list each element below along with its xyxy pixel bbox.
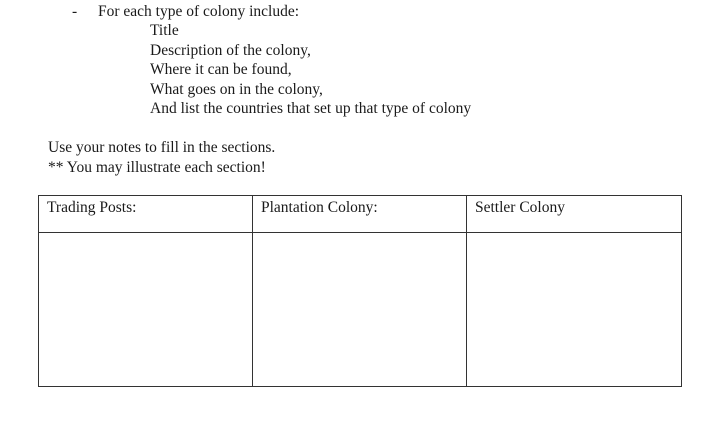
header-trading-posts bbox=[39, 196, 253, 233]
header-plantation-colony bbox=[253, 196, 467, 233]
notes-line-2: ** You may illustrate each section! bbox=[48, 158, 266, 176]
cell-settler-colony[interactable] bbox=[467, 233, 682, 387]
instruction-item-location: Where it can be found, bbox=[150, 61, 292, 78]
instruction-item-title: Title bbox=[150, 22, 179, 39]
colony-types-table bbox=[38, 195, 682, 387]
cell-plantation-colony[interactable] bbox=[253, 233, 467, 387]
bullet-marker: - bbox=[72, 3, 78, 20]
instruction-bullet bbox=[72, 2, 299, 22]
header-settler-colony bbox=[467, 196, 682, 233]
instruction-item-description: Description of the colony, bbox=[150, 41, 311, 59]
instruction-item-activities: What goes on in the colony, bbox=[150, 80, 323, 98]
header-settler-colony-label: Settler Colony bbox=[475, 199, 565, 216]
header-plantation-colony-label: Plantation Colony: bbox=[261, 199, 378, 216]
table-row bbox=[39, 233, 682, 387]
table-header-row bbox=[39, 196, 682, 233]
instruction-sublist bbox=[150, 21, 471, 119]
notes-block bbox=[48, 138, 275, 177]
notes-line-1: Use your notes to fill in the sections. bbox=[48, 139, 276, 156]
cell-trading-posts[interactable] bbox=[39, 233, 253, 387]
instruction-bullet-text: For each type of colony include: bbox=[98, 3, 300, 20]
instruction-item-countries: And list the countries that set up that type of colony bbox=[150, 100, 472, 117]
header-trading-posts-label: Trading Posts: bbox=[47, 199, 137, 216]
